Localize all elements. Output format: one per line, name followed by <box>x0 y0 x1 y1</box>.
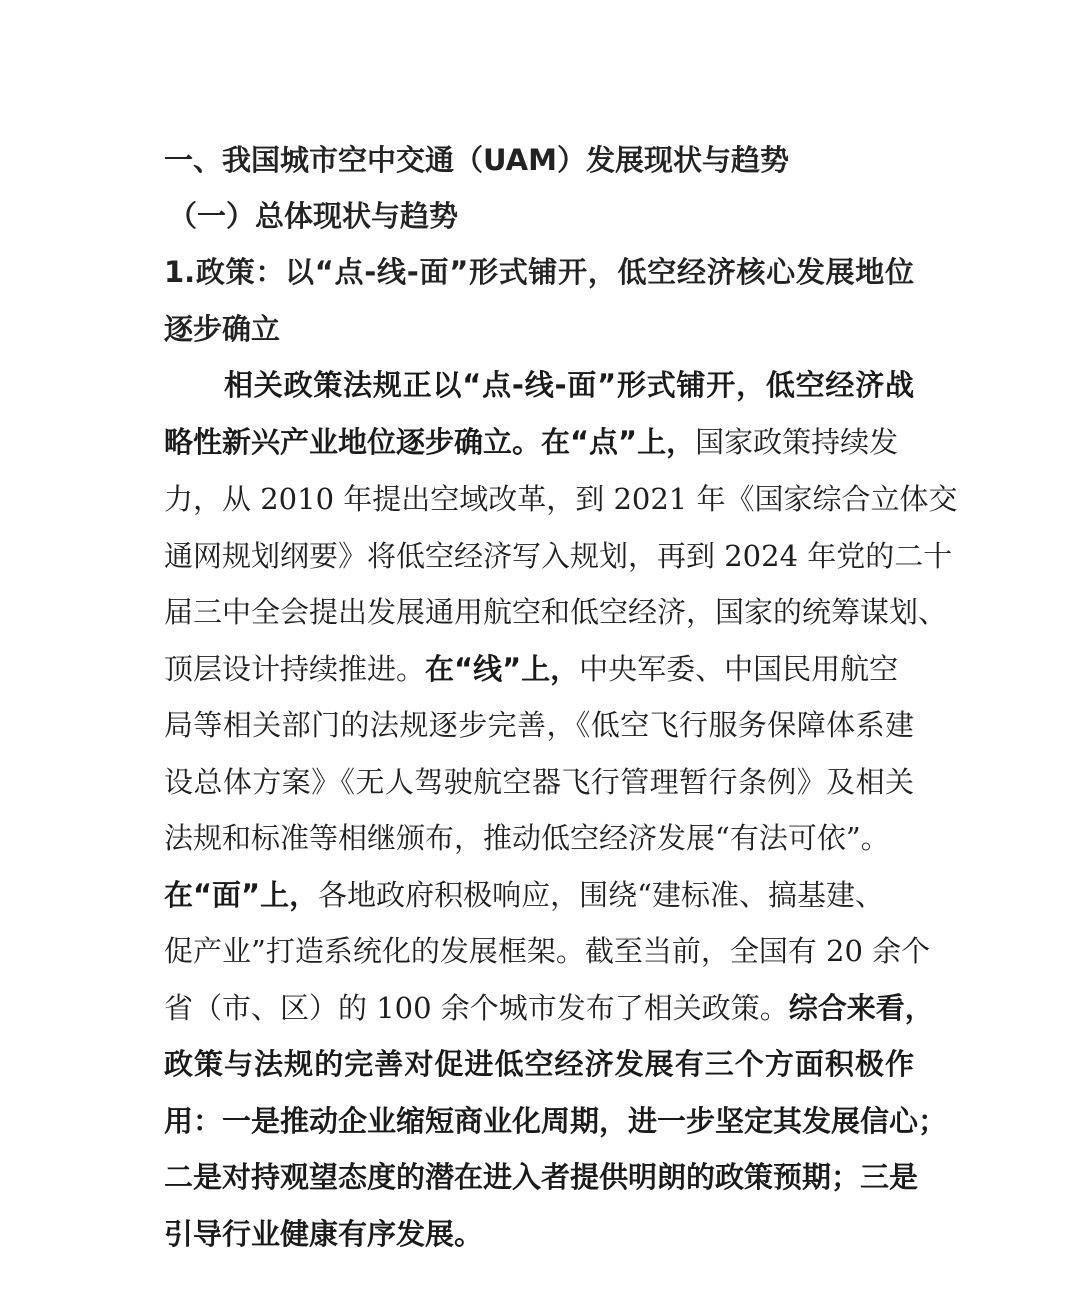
paragraph-line-13: 政策与法规的完善对促进低空经济发展有三个方面积极作 <box>164 1047 914 1081</box>
paragraph-line-12-text: 省（市、区）的 100 余个城市发布了相关政策。 <box>164 991 789 1025</box>
paragraph-line-6-text: 顶层设计持续推进。 <box>164 652 426 686</box>
paragraph-line-12 <box>164 990 934 1026</box>
paragraph-line-6-text-2: 中央军委、中国民用航空 <box>579 652 899 686</box>
topic-heading-line-2: 逐步确立 <box>164 312 281 346</box>
paragraph-line-10-text: 各地政府积极响应，围绕“建标准、搞基建、 <box>318 878 884 912</box>
paragraph-line-10-bold: 在“面”上， <box>164 878 319 912</box>
paragraph-line-3: 力，从 2010 年提出空域改革，到 2021 年《国家综合立体交 <box>164 482 958 516</box>
paragraph-line-10 <box>164 877 884 913</box>
paragraph-line-6 <box>164 651 898 687</box>
paragraph-line-7: 局等相关部门的法规逐步完善，《低空飞行服务保障体系建 <box>164 708 914 742</box>
paragraph-line-6-bold: 在“线”上， <box>425 652 580 686</box>
paragraph-line-15: 二是对持观望态度的潜在进入者提供明朗的政策预期；三是 <box>164 1160 919 1194</box>
paragraph-line-1: 相关政策法规正以“点-线-面”形式铺开，低空经济战 <box>224 368 914 402</box>
section-heading: 一、我国城市空中交通（UAM）发展现状与趋势 <box>164 143 789 177</box>
topic-heading-line-1: 1.政策：以“点-线-面”形式铺开，低空经济核心发展地位 <box>164 255 914 289</box>
paragraph-line-16: 引导行业健康有序发展。 <box>164 1217 484 1251</box>
paragraph-line-4: 通网规划纲要》将低空经济写入规划，再到 2024 年党的二十 <box>164 539 953 573</box>
paragraph-line-14: 用：一是推动企业缩短商业化周期，进一步坚定其发展信心； <box>164 1104 948 1138</box>
paragraph-line-2-bold: 略性新兴产业地位逐步确立。在“点”上， <box>164 425 696 459</box>
paragraph-line-5: 届三中全会提出发展通用航空和低空经济，国家的统筹谋划、 <box>164 595 948 629</box>
paragraph-line-12-bold: 综合来看， <box>788 991 934 1025</box>
paragraph-line-8: 设总体方案》《无人驾驶航空器飞行管理暂行条例》及相关 <box>164 765 914 799</box>
paragraph-line-2 <box>164 424 898 460</box>
subsection-heading: （一）总体现状与趋势 <box>168 199 459 233</box>
paragraph-line-2-text: 国家政策持续发 <box>695 425 899 459</box>
paragraph-line-11: 促产业”打造系统化的发展框架。截至当前，全国有 20 余个 <box>164 934 931 968</box>
paragraph-line-9: 法规和标准等相继颁布，推动低空经济发展“有法可依”。 <box>164 821 890 855</box>
